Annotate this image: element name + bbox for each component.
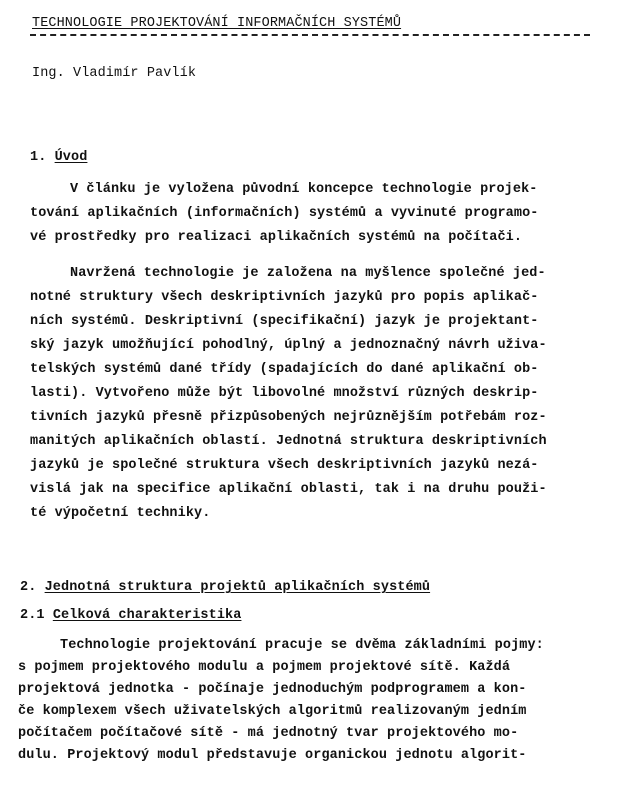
section-1-para-2-line-6: lasti). Vytvořeno může být libovolné množství různých deskrip- [30, 386, 539, 401]
section-1-para-2-line-7: tivních jazyků přesně přizpůsobených nejrůznějším potřebám roz- [30, 410, 547, 425]
section-2-1-para-line-4: če komplexem všech uživatelských algoritmů realizovaným jedním [18, 704, 527, 719]
section-2-title: Jednotná struktura projektů aplikačních systémů [44, 580, 431, 595]
section-2-1-para-line-5: počítačem počítačové sítě - má jednotný tvar projektového mo- [18, 726, 519, 741]
section-1-para-2-line-9: jazyků je společné struktura všech deskriptivních jazyků nezá- [30, 458, 539, 473]
section-2-1-para-line-1: Technologie projektování pracuje se dvěma základními pojmy: [60, 638, 544, 653]
section-1-para-2-line-11: té výpočetní techniky. [30, 506, 211, 521]
section-2-1-para-line-6: dulu. Projektový modul představuje organickou jednotu algorit- [18, 748, 527, 763]
section-1-number: 1. [30, 150, 47, 165]
section-1-para-2-line-8: manitých aplikačních oblastí. Jednotná struktura deskriptivních [30, 434, 547, 449]
section-2-heading [20, 580, 430, 596]
section-1-title: Úvod [54, 150, 88, 165]
title-dashed-rule [30, 34, 590, 38]
section-1-para-2-line-3: ních systémů. Deskriptivní (specifikační) jazyk je projektant- [30, 314, 539, 329]
section-1-para-1-line-1: V článku je vyložena původní koncepce technologie projek- [70, 182, 538, 197]
section-2-1-heading [20, 608, 241, 624]
section-2-1-para-line-3: projektová jednotka - počínaje jednoduchým podprogramem a kon- [18, 682, 527, 697]
section-1-para-1-line-3: vé prostředky pro realizaci aplikačních systémů na počítači. [30, 230, 523, 245]
section-1-heading [30, 150, 87, 166]
section-1-para-2-line-2: notné struktury všech deskriptivních jazyků pro popis aplikač- [30, 290, 539, 305]
section-1-para-2-line-4: ský jazyk umožňující pohodlný, úplný a jednoznačný návrh uživa- [30, 338, 547, 353]
section-1-para-2-line-1: Navržená technologie je založena na myšlence společné jed- [70, 266, 546, 281]
section-2-1-para-line-2: s pojmem projektového modulu a pojmem projektové sítě. Každá [18, 660, 511, 675]
section-2-1-number: 2.1 [20, 608, 45, 623]
section-1-para-1-line-2: tování aplikačních (informačních) systémů a vyvinuté programo- [30, 206, 539, 221]
author-line: Ing. Vladimír Pavlík [32, 66, 197, 81]
document-title: TECHNOLOGIE PROJEKTOVÁNÍ INFORMAČNÍCH SYSTÉMŮ [32, 16, 402, 31]
section-1-para-2-line-10: vislá jak na specifice aplikační oblasti, tak i na druhu použi- [30, 482, 547, 497]
section-1-para-2-line-5: telských systémů dané třídy (spadajících do dané aplikační ob- [30, 362, 539, 377]
section-2-number: 2. [20, 580, 37, 595]
section-2-1-title: Celková charakteristika [52, 608, 242, 623]
